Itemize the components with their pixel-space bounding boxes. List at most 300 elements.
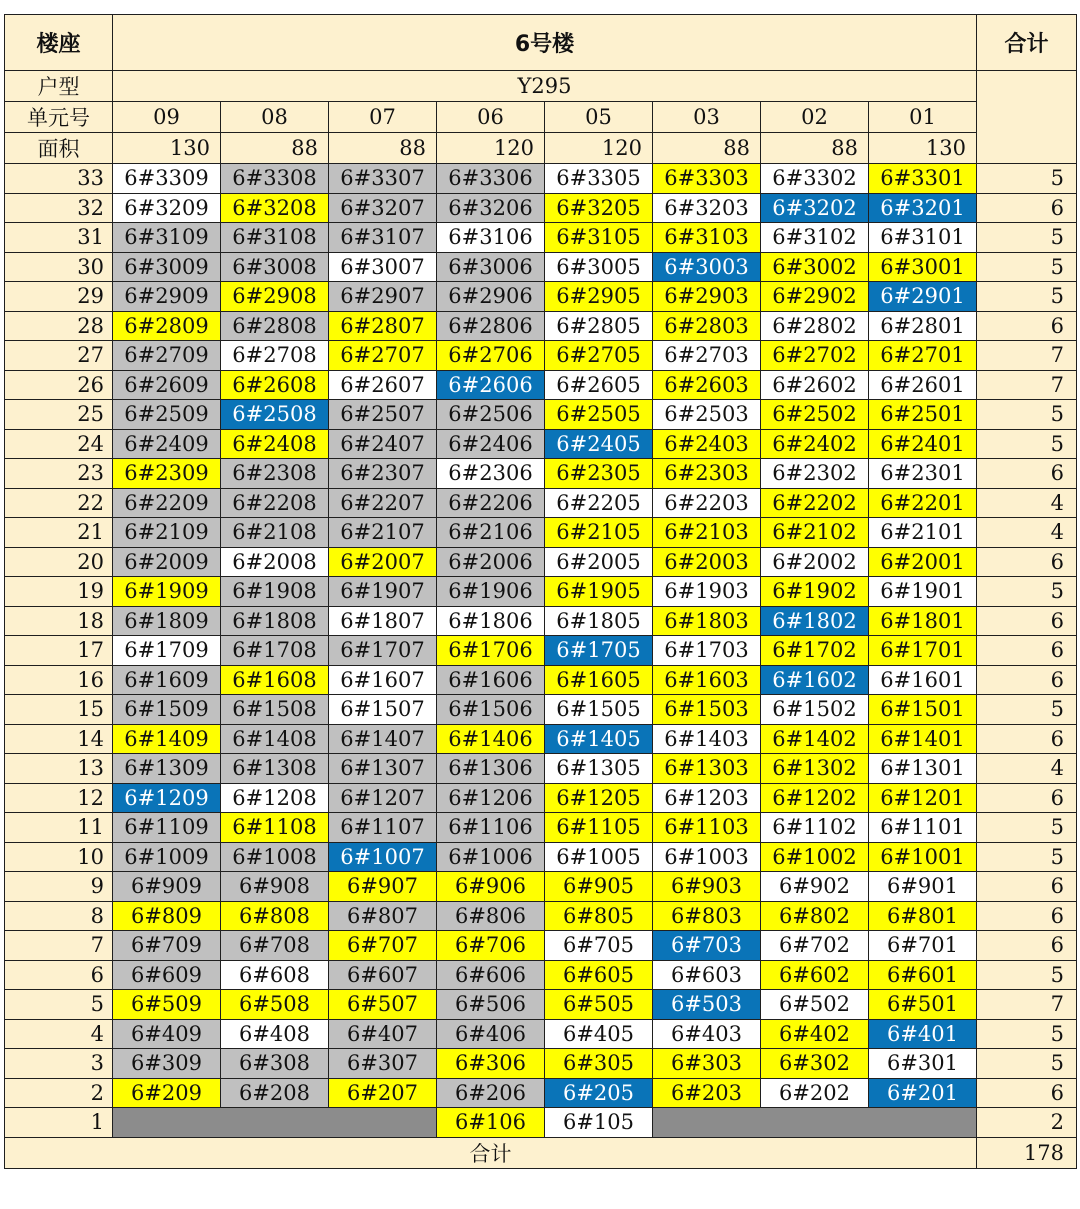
unit-cell[interactable]: 6#401 — [869, 1019, 977, 1049]
row-total: 5 — [977, 282, 1077, 312]
unit-cell[interactable]: 6#1209 — [113, 783, 221, 813]
unit-cell[interactable]: 6#907 — [329, 872, 437, 902]
unit-cell[interactable]: 6#3008 — [221, 252, 329, 282]
unit-cell[interactable]: 6#1208 — [221, 783, 329, 813]
unit-cell[interactable]: 6#2207 — [329, 488, 437, 518]
unit-cell[interactable]: 6#708 — [221, 931, 329, 961]
floor-row — [5, 518, 1077, 548]
unit-cell[interactable]: 6#206 — [437, 1078, 545, 1108]
unit-cell[interactable]: 6#2109 — [113, 518, 221, 548]
row-total: 5 — [977, 1049, 1077, 1079]
unit-cell[interactable]: 6#508 — [221, 990, 329, 1020]
unit-cell[interactable]: 6#2206 — [437, 488, 545, 518]
unit-cell[interactable]: 6#1001 — [869, 842, 977, 872]
unit-cell[interactable]: 6#2903 — [653, 282, 761, 312]
unit-cell[interactable]: 6#2603 — [653, 370, 761, 400]
unit-cell[interactable]: 6#1301 — [869, 754, 977, 784]
unit-cell[interactable]: 6#1306 — [437, 754, 545, 784]
unit-cell[interactable]: 6#803 — [653, 901, 761, 931]
unit-cell[interactable]: 6#1003 — [653, 842, 761, 872]
unit-cell[interactable]: 6#3205 — [545, 193, 653, 223]
unit-cell[interactable]: 6#403 — [653, 1019, 761, 1049]
unit-cell[interactable]: 6#2906 — [437, 282, 545, 312]
unit-cell[interactable]: 6#1402 — [761, 724, 869, 754]
unit-cell[interactable]: 6#1309 — [113, 754, 221, 784]
unit-cell[interactable]: 6#2706 — [437, 341, 545, 371]
unit-cell[interactable]: 6#2909 — [113, 282, 221, 312]
unit-cell[interactable]: 6#1901 — [869, 577, 977, 607]
floor-number: 9 — [5, 872, 113, 902]
unit-cell[interactable]: 6#1407 — [329, 724, 437, 754]
unit-cell[interactable]: 6#2003 — [653, 547, 761, 577]
unit-cell[interactable]: 6#1005 — [545, 842, 653, 872]
unit-cell[interactable]: 6#2305 — [545, 459, 653, 489]
unit-cell[interactable]: 6#505 — [545, 990, 653, 1020]
unit-cell[interactable]: 6#1206 — [437, 783, 545, 813]
unit-cell[interactable]: 6#1107 — [329, 813, 437, 843]
unit-cell[interactable]: 6#2006 — [437, 547, 545, 577]
unit-cell[interactable]: 6#1302 — [761, 754, 869, 784]
unit-cell[interactable]: 6#3106 — [437, 223, 545, 253]
floor-number: 17 — [5, 636, 113, 666]
unit-cell[interactable]: 6#1406 — [437, 724, 545, 754]
unit-cell[interactable]: 6#1801 — [869, 606, 977, 636]
unit-cell[interactable]: 6#902 — [761, 872, 869, 902]
unit-cell[interactable]: 6#3301 — [869, 164, 977, 194]
unit-cell[interactable]: 6#3207 — [329, 193, 437, 223]
unit-cell[interactable]: 6#405 — [545, 1019, 653, 1049]
unit-cell[interactable]: 6#3308 — [221, 164, 329, 194]
unit-cell[interactable]: 6#3309 — [113, 164, 221, 194]
unit-cell[interactable]: 6#3206 — [437, 193, 545, 223]
unit-cell[interactable]: 6#1408 — [221, 724, 329, 754]
unit-cell[interactable]: 6#905 — [545, 872, 653, 902]
unit-cell[interactable]: 6#2209 — [113, 488, 221, 518]
unit-cell[interactable]: 6#2803 — [653, 311, 761, 341]
unit-cell[interactable]: 6#106 — [437, 1108, 545, 1138]
row-total: 5 — [977, 164, 1077, 194]
unit-cell[interactable]: 6#1805 — [545, 606, 653, 636]
unit-cell[interactable]: 6#908 — [221, 872, 329, 902]
unit-cell[interactable]: 6#2208 — [221, 488, 329, 518]
unit-cell[interactable]: 6#202 — [761, 1078, 869, 1108]
unit-cell[interactable]: 6#306 — [437, 1049, 545, 1079]
unit-cell[interactable]: 6#1803 — [653, 606, 761, 636]
unit-cell[interactable]: 6#2308 — [221, 459, 329, 489]
unit-cell[interactable]: 6#3208 — [221, 193, 329, 223]
unit-cell[interactable]: 6#702 — [761, 931, 869, 961]
unit-cell[interactable]: 6#208 — [221, 1078, 329, 1108]
unit-cell[interactable]: 6#1207 — [329, 783, 437, 813]
unit-cell[interactable]: 6#1108 — [221, 813, 329, 843]
floor-number: 33 — [5, 164, 113, 194]
unit-cell[interactable]: 6#1908 — [221, 577, 329, 607]
unit-area-header: 130 — [869, 133, 977, 164]
unit-cell[interactable]: 6#808 — [221, 901, 329, 931]
row-total: 6 — [977, 193, 1077, 223]
unit-cell[interactable]: 6#301 — [869, 1049, 977, 1079]
unit-cell[interactable]: 6#1701 — [869, 636, 977, 666]
unit-cell[interactable]: 6#207 — [329, 1078, 437, 1108]
unit-cell[interactable]: 6#1006 — [437, 842, 545, 872]
floor-number: 15 — [5, 695, 113, 725]
unit-cell[interactable]: 6#906 — [437, 872, 545, 902]
unit-cell[interactable]: 6#2608 — [221, 370, 329, 400]
unit-cell[interactable]: 6#406 — [437, 1019, 545, 1049]
unit-cell[interactable]: 6#2001 — [869, 547, 977, 577]
unit-cell[interactable]: 6#3103 — [653, 223, 761, 253]
unit-cell[interactable]: 6#1403 — [653, 724, 761, 754]
unit-cell[interactable]: 6#2808 — [221, 311, 329, 341]
sales-status-table — [4, 14, 1077, 1169]
unit-cell[interactable]: 6#607 — [329, 960, 437, 990]
unit-cell[interactable]: 6#3101 — [869, 223, 977, 253]
unit-cell[interactable]: 6#2009 — [113, 547, 221, 577]
unit-cell[interactable]: 6#2701 — [869, 341, 977, 371]
unit-cell[interactable]: 6#2902 — [761, 282, 869, 312]
unit-cell[interactable]: 6#2402 — [761, 429, 869, 459]
unit-cell[interactable]: 6#1106 — [437, 813, 545, 843]
unit-cell[interactable]: 6#1607 — [329, 665, 437, 695]
unit-cell[interactable]: 6#2403 — [653, 429, 761, 459]
unit-cell[interactable]: 6#2502 — [761, 400, 869, 430]
unit-cell[interactable]: 6#2602 — [761, 370, 869, 400]
unit-cell[interactable]: 6#1802 — [761, 606, 869, 636]
unit-cell[interactable]: 6#606 — [437, 960, 545, 990]
floor-number: 19 — [5, 577, 113, 607]
unit-cell[interactable]: 6#1503 — [653, 695, 761, 725]
floor-number: 23 — [5, 459, 113, 489]
unit-cell[interactable]: 6#2401 — [869, 429, 977, 459]
unit-cell[interactable]: 6#2002 — [761, 547, 869, 577]
row-total: 5 — [977, 223, 1077, 253]
unit-cell[interactable]: 6#3102 — [761, 223, 869, 253]
unit-cell[interactable]: 6#801 — [869, 901, 977, 931]
unit-cell[interactable]: 6#2709 — [113, 341, 221, 371]
unit-cell[interactable]: 6#2806 — [437, 311, 545, 341]
unit-cell[interactable]: 6#3107 — [329, 223, 437, 253]
unit-cell[interactable]: 6#1705 — [545, 636, 653, 666]
floor-number: 22 — [5, 488, 113, 518]
unit-cell[interactable]: 6#602 — [761, 960, 869, 990]
unit-cell[interactable]: 6#1101 — [869, 813, 977, 843]
unit-cell[interactable]: 6#2301 — [869, 459, 977, 489]
floor-number: 2 — [5, 1078, 113, 1108]
unit-cell[interactable]: 6#1502 — [761, 695, 869, 725]
unit-cell[interactable]: 6#2306 — [437, 459, 545, 489]
unit-cell[interactable]: 6#1103 — [653, 813, 761, 843]
unit-cell[interactable]: 6#1308 — [221, 754, 329, 784]
unit-cell[interactable]: 6#2809 — [113, 311, 221, 341]
unit-cell[interactable]: 6#2203 — [653, 488, 761, 518]
unit-cell[interactable]: 6#503 — [653, 990, 761, 1020]
unit-cell[interactable]: 6#2907 — [329, 282, 437, 312]
unit-cell[interactable]: 6#2303 — [653, 459, 761, 489]
unit-cell[interactable]: 6#409 — [113, 1019, 221, 1049]
row-total: 6 — [977, 724, 1077, 754]
unit-cell[interactable]: 6#2601 — [869, 370, 977, 400]
header-row-units — [5, 102, 1077, 133]
unit-cell[interactable]: 6#601 — [869, 960, 977, 990]
floor-number: 8 — [5, 901, 113, 931]
unit-cell[interactable]: 6#1602 — [761, 665, 869, 695]
unit-cell[interactable]: 6#909 — [113, 872, 221, 902]
unit-cell[interactable]: 6#1008 — [221, 842, 329, 872]
unit-cell[interactable]: 6#2702 — [761, 341, 869, 371]
floor-number: 18 — [5, 606, 113, 636]
unit-cell[interactable]: 6#3305 — [545, 164, 653, 194]
unit-cell[interactable]: 6#1909 — [113, 577, 221, 607]
unit-cell[interactable]: 6#809 — [113, 901, 221, 931]
unit-cell[interactable]: 6#1808 — [221, 606, 329, 636]
unit-cell[interactable]: 6#802 — [761, 901, 869, 931]
unit-cell[interactable]: 6#1702 — [761, 636, 869, 666]
unit-cell[interactable]: 6#1905 — [545, 577, 653, 607]
unit-cell[interactable]: 6#1505 — [545, 695, 653, 725]
unit-number-header: 09 — [113, 102, 221, 133]
unit-cell[interactable]: 6#3203 — [653, 193, 761, 223]
unit-cell[interactable]: 6#408 — [221, 1019, 329, 1049]
unit-cell[interactable]: 6#3108 — [221, 223, 329, 253]
unit-cell[interactable]: 6#806 — [437, 901, 545, 931]
unit-cell[interactable]: 6#3105 — [545, 223, 653, 253]
unit-cell[interactable]: 6#407 — [329, 1019, 437, 1049]
floor-row — [5, 754, 1077, 784]
unit-cell[interactable]: 6#3001 — [869, 252, 977, 282]
unit-cell[interactable]: 6#205 — [545, 1078, 653, 1108]
unit-cell[interactable]: 6#2508 — [221, 400, 329, 430]
unit-cell[interactable]: 6#1709 — [113, 636, 221, 666]
unit-cell[interactable]: 6#3005 — [545, 252, 653, 282]
unit-cell[interactable]: 6#2307 — [329, 459, 437, 489]
unit-cell[interactable]: 6#2807 — [329, 311, 437, 341]
unit-cell[interactable]: 6#302 — [761, 1049, 869, 1079]
unit-cell[interactable]: 6#2101 — [869, 518, 977, 548]
unit-cell[interactable]: 6#309 — [113, 1049, 221, 1079]
unit-cell[interactable]: 6#2703 — [653, 341, 761, 371]
unit-cell[interactable]: 6#603 — [653, 960, 761, 990]
unit-cell[interactable]: 6#3109 — [113, 223, 221, 253]
unit-cell[interactable]: 6#2908 — [221, 282, 329, 312]
unit-cell[interactable]: 6#3201 — [869, 193, 977, 223]
unit-cell[interactable]: 6#1409 — [113, 724, 221, 754]
unit-cell[interactable]: 6#1608 — [221, 665, 329, 695]
unit-cell[interactable]: 6#2407 — [329, 429, 437, 459]
unit-cell[interactable]: 6#3209 — [113, 193, 221, 223]
unit-area-header: 88 — [221, 133, 329, 164]
unit-cell[interactable]: 6#807 — [329, 901, 437, 931]
unit-cell[interactable]: 6#1902 — [761, 577, 869, 607]
unit-cell[interactable]: 6#1307 — [329, 754, 437, 784]
unit-cell[interactable]: 6#1606 — [437, 665, 545, 695]
unit-cell[interactable]: 6#1807 — [329, 606, 437, 636]
unit-cell[interactable]: 6#1706 — [437, 636, 545, 666]
unit-cell[interactable]: 6#705 — [545, 931, 653, 961]
unit-cell[interactable]: 6#3302 — [761, 164, 869, 194]
no-unit-block — [113, 1108, 437, 1138]
floor-row — [5, 724, 1077, 754]
unit-cell[interactable]: 6#1708 — [221, 636, 329, 666]
unit-cell[interactable]: 6#709 — [113, 931, 221, 961]
unit-cell[interactable]: 6#1401 — [869, 724, 977, 754]
unit-cell[interactable]: 6#506 — [437, 990, 545, 1020]
unit-cell[interactable]: 6#2708 — [221, 341, 329, 371]
unit-cell[interactable]: 6#2801 — [869, 311, 977, 341]
unit-cell[interactable]: 6#1809 — [113, 606, 221, 636]
unit-cell[interactable]: 6#2609 — [113, 370, 221, 400]
unit-cell[interactable]: 6#1405 — [545, 724, 653, 754]
unit-cell[interactable]: 6#1603 — [653, 665, 761, 695]
unit-cell[interactable]: 6#2107 — [329, 518, 437, 548]
floor-row — [5, 429, 1077, 459]
unit-cell[interactable]: 6#305 — [545, 1049, 653, 1079]
unit-cell[interactable]: 6#2507 — [329, 400, 437, 430]
unit-cell[interactable]: 6#2408 — [221, 429, 329, 459]
unit-cell[interactable]: 6#2509 — [113, 400, 221, 430]
unit-cell[interactable]: 6#1903 — [653, 577, 761, 607]
unit-cell[interactable]: 6#2505 — [545, 400, 653, 430]
unit-cell[interactable]: 6#1201 — [869, 783, 977, 813]
unit-cell[interactable]: 6#3303 — [653, 164, 761, 194]
unit-cell[interactable]: 6#609 — [113, 960, 221, 990]
unit-cell[interactable]: 6#1305 — [545, 754, 653, 784]
floor-row — [5, 1049, 1077, 1079]
unit-cell[interactable]: 6#2007 — [329, 547, 437, 577]
unit-cell[interactable]: 6#1707 — [329, 636, 437, 666]
unit-cell[interactable]: 6#1507 — [329, 695, 437, 725]
unit-cell[interactable]: 6#2309 — [113, 459, 221, 489]
unit-cell[interactable]: 6#307 — [329, 1049, 437, 1079]
unit-cell[interactable]: 6#2205 — [545, 488, 653, 518]
unit-area-header: 120 — [437, 133, 545, 164]
unit-cell[interactable]: 6#2302 — [761, 459, 869, 489]
footer-row — [5, 1137, 1077, 1168]
unit-cell[interactable]: 6#402 — [761, 1019, 869, 1049]
unit-cell[interactable]: 6#1203 — [653, 783, 761, 813]
unit-cell[interactable]: 6#1205 — [545, 783, 653, 813]
unit-cell[interactable]: 6#209 — [113, 1078, 221, 1108]
unit-cell[interactable]: 6#1501 — [869, 695, 977, 725]
unit-cell[interactable]: 6#2805 — [545, 311, 653, 341]
unit-cell[interactable]: 6#3202 — [761, 193, 869, 223]
unit-cell[interactable]: 6#308 — [221, 1049, 329, 1079]
unit-cell[interactable]: 6#1109 — [113, 813, 221, 843]
unit-cell[interactable]: 6#701 — [869, 931, 977, 961]
unit-cell[interactable]: 6#1509 — [113, 695, 221, 725]
unit-cell[interactable]: 6#201 — [869, 1078, 977, 1108]
unit-cell[interactable]: 6#2506 — [437, 400, 545, 430]
floor-row — [5, 1019, 1077, 1049]
unit-cell[interactable]: 6#1605 — [545, 665, 653, 695]
floor-number: 21 — [5, 518, 113, 548]
unit-cell[interactable]: 6#105 — [545, 1108, 653, 1138]
type-label: 户型 — [5, 71, 113, 102]
unit-cell[interactable]: 6#2707 — [329, 341, 437, 371]
unit-cell[interactable]: 6#2606 — [437, 370, 545, 400]
building-name: 6号楼 — [113, 15, 977, 71]
floor-number: 29 — [5, 282, 113, 312]
unit-cell[interactable]: 6#502 — [761, 990, 869, 1020]
unit-cell[interactable]: 6#1703 — [653, 636, 761, 666]
row-total: 5 — [977, 813, 1077, 843]
unit-cell[interactable]: 6#1105 — [545, 813, 653, 843]
unit-cell[interactable]: 6#501 — [869, 990, 977, 1020]
floor-number: 1 — [5, 1108, 113, 1138]
unit-cell[interactable]: 6#2102 — [761, 518, 869, 548]
unit-cell[interactable]: 6#1303 — [653, 754, 761, 784]
unit-cell[interactable]: 6#1007 — [329, 842, 437, 872]
floor-number: 26 — [5, 370, 113, 400]
unit-cell[interactable]: 6#1102 — [761, 813, 869, 843]
unit-cell[interactable]: 6#2409 — [113, 429, 221, 459]
unit-cell[interactable]: 6#2705 — [545, 341, 653, 371]
unit-cell[interactable]: 6#707 — [329, 931, 437, 961]
unit-cell[interactable]: 6#706 — [437, 931, 545, 961]
unit-cell[interactable]: 6#2106 — [437, 518, 545, 548]
header-row-building — [5, 15, 1077, 71]
unit-cell[interactable]: 6#303 — [653, 1049, 761, 1079]
unit-cell[interactable]: 6#3002 — [761, 252, 869, 282]
unit-cell[interactable]: 6#2405 — [545, 429, 653, 459]
unit-cell[interactable]: 6#1609 — [113, 665, 221, 695]
floor-row — [5, 459, 1077, 489]
unit-cell[interactable]: 6#507 — [329, 990, 437, 1020]
unit-cell[interactable]: 6#2103 — [653, 518, 761, 548]
unit-cell[interactable]: 6#1508 — [221, 695, 329, 725]
unit-cell[interactable]: 6#509 — [113, 990, 221, 1020]
unit-cell[interactable]: 6#2202 — [761, 488, 869, 518]
unit-cell[interactable]: 6#2105 — [545, 518, 653, 548]
unit-cell[interactable]: 6#3007 — [329, 252, 437, 282]
type-value: Y295 — [113, 71, 977, 102]
unit-cell[interactable]: 6#805 — [545, 901, 653, 931]
unit-cell[interactable]: 6#605 — [545, 960, 653, 990]
unit-cell[interactable]: 6#2406 — [437, 429, 545, 459]
row-total: 5 — [977, 429, 1077, 459]
unit-cell[interactable]: 6#3006 — [437, 252, 545, 282]
unit-cell[interactable]: 6#203 — [653, 1078, 761, 1108]
unit-cell[interactable]: 6#1506 — [437, 695, 545, 725]
unit-cell[interactable]: 6#903 — [653, 872, 761, 902]
unit-cell[interactable]: 6#2201 — [869, 488, 977, 518]
unit-cell[interactable]: 6#2901 — [869, 282, 977, 312]
unit-cell[interactable]: 6#3307 — [329, 164, 437, 194]
unit-cell[interactable]: 6#2005 — [545, 547, 653, 577]
unit-cell[interactable]: 6#2008 — [221, 547, 329, 577]
unit-cell[interactable]: 6#608 — [221, 960, 329, 990]
unit-cell[interactable]: 6#3003 — [653, 252, 761, 282]
unit-cell[interactable]: 6#2607 — [329, 370, 437, 400]
row-total: 6 — [977, 459, 1077, 489]
unit-cell[interactable]: 6#2905 — [545, 282, 653, 312]
unit-cell[interactable]: 6#1009 — [113, 842, 221, 872]
unit-cell[interactable]: 6#1806 — [437, 606, 545, 636]
unit-cell[interactable]: 6#2503 — [653, 400, 761, 430]
unit-cell[interactable]: 6#1202 — [761, 783, 869, 813]
unit-cell[interactable]: 6#2802 — [761, 311, 869, 341]
unit-cell[interactable]: 6#2501 — [869, 400, 977, 430]
unit-cell[interactable]: 6#1601 — [869, 665, 977, 695]
unit-cell[interactable]: 6#2605 — [545, 370, 653, 400]
unit-cell[interactable]: 6#1002 — [761, 842, 869, 872]
unit-cell[interactable]: 6#901 — [869, 872, 977, 902]
unit-cell[interactable]: 6#2108 — [221, 518, 329, 548]
unit-cell[interactable]: 6#3009 — [113, 252, 221, 282]
unit-cell[interactable]: 6#1907 — [329, 577, 437, 607]
unit-cell[interactable]: 6#3306 — [437, 164, 545, 194]
unit-cell[interactable]: 6#1906 — [437, 577, 545, 607]
unit-cell[interactable]: 6#703 — [653, 931, 761, 961]
